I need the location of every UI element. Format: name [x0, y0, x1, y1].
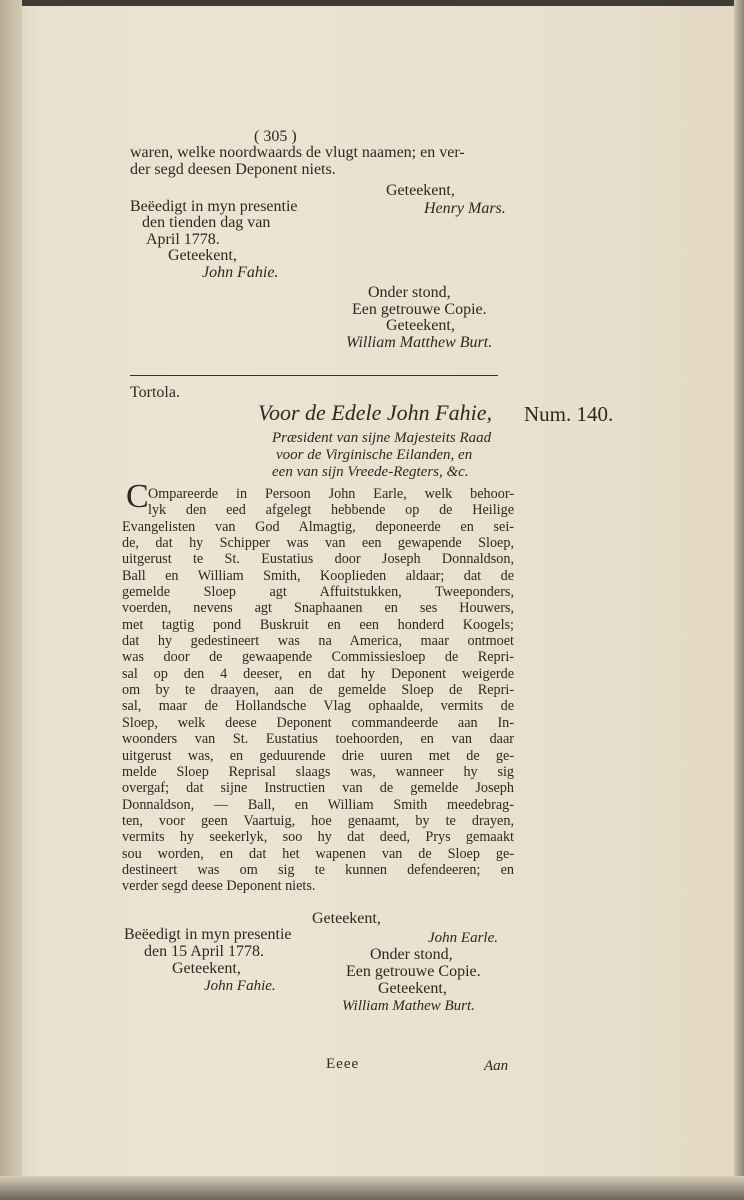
- signature-mark: Eeee: [326, 1056, 360, 1072]
- page-bottom-edge: [0, 1176, 744, 1200]
- body-line: om by te draayen, aan de gemelde Sloep de Repri-: [122, 682, 514, 699]
- copy-line: Onder stond,: [368, 284, 451, 301]
- body-line: sou worden, en dat het wapenen van de Sloep ge-: [122, 845, 514, 862]
- witness-name: John Fahie.: [204, 978, 276, 994]
- body-line: ten, voor geen Vaartuig, hoe genaamt, by te drayen,: [122, 812, 514, 829]
- body-line: Donnaldson, — Ball, en William Smith meedebrag-: [122, 796, 514, 813]
- page-gutter: [0, 0, 22, 1200]
- sworn-line: den tienden dag van: [142, 214, 271, 231]
- body-line: voerden, nevens agt Snaphaanen en ses Houwers,: [122, 600, 514, 617]
- body-line: vermits hy seekerlyk, soo hy dat deed, Prys gemaakt: [122, 829, 514, 846]
- body-line: Evangelisten van God Almagtig, deponeerde en sei-: [122, 518, 514, 535]
- heading-subline: een van sijn Vreede-Regters, &c.: [272, 464, 469, 480]
- body-line: dat hy gedestineert was na America, maar ontmoet: [122, 633, 514, 650]
- body-line: uitgerust was, en geduurende drie uuren met de ge-: [122, 747, 514, 764]
- copy-signer: William Matthew Burt.: [346, 334, 493, 351]
- signed-label: Geteekent,: [312, 910, 381, 927]
- witness-name: John Fahie.: [202, 264, 279, 281]
- copy-line: Een getrouwe Copie.: [346, 963, 481, 980]
- page-number: ( 305 ): [254, 128, 297, 145]
- signed-label: Geteekent,: [386, 182, 455, 199]
- body-line: melde Sloep Reprisal slaags was, wanneer hy sig: [122, 763, 514, 780]
- body-line: Sloep, welk deese Deponent commandeerde aan In-: [122, 714, 514, 731]
- section-rule: [130, 375, 498, 376]
- body-line: sal op den 4 deeser, en dat hy Deponent weigerde: [122, 665, 514, 682]
- witness-label: Geteekent,: [168, 247, 237, 264]
- copy-line: Onder stond,: [370, 946, 453, 963]
- body-line: destineert was om sig te kunnen defendeeren; en: [122, 861, 514, 878]
- page-top-edge: [22, 0, 744, 6]
- drop-cap: C: [126, 478, 149, 515]
- deposition-body: [122, 486, 514, 895]
- heading-subline: voor de Virginische Eilanden, en: [276, 447, 473, 463]
- body-line: lyk den eed afgelegt hebbende op de Heilige: [148, 502, 514, 519]
- body-line: de, dat hy Schipper was van een gewapende Sloep,: [122, 535, 514, 552]
- body-line: verder segd deese Deponent niets.: [122, 878, 316, 895]
- copy-line: Geteekent,: [386, 317, 455, 334]
- signer-name: Henry Mars.: [424, 200, 506, 217]
- sworn-line: Beëedigt in myn presentie: [124, 926, 292, 943]
- copy-signer: William Mathew Burt.: [342, 998, 475, 1014]
- copy-line: Een getrouwe Copie.: [352, 301, 487, 318]
- witness-label: Geteekent,: [172, 960, 241, 977]
- body-line: Ompareerde in Persoon John Earle, welk behoor-: [148, 486, 514, 502]
- body-line: Ball en William Smith, Kooplieden aldaar; dat de: [122, 567, 514, 584]
- body-line: sal, maar de Hollandsche Vlag ophaalde, vermits de: [122, 698, 514, 715]
- copy-line: Geteekent,: [378, 980, 447, 997]
- body-line: woonders van St. Eustatius toehoorden, en van daar: [122, 731, 514, 748]
- catchword: Aan: [484, 1058, 509, 1074]
- body-line: was door de gewaapende Commissiesloep de Repri-: [122, 649, 514, 666]
- sworn-line: April 1778.: [146, 231, 220, 248]
- sworn-line: den 15 April 1778.: [144, 943, 264, 960]
- addressee: Voor de Edele John Fahie,: [258, 400, 492, 425]
- document-number: Num. 140.: [524, 402, 614, 426]
- heading-subline: Præsident van sijne Majesteits Raad: [272, 430, 492, 446]
- text-line: waren, welke noordwaards de vlugt naamen; en ver-: [130, 144, 465, 161]
- body-line: gemelde Sloep agt Affuitstukken, Tweeponders,: [122, 584, 514, 601]
- body-line: met tagtig pond Buskruit en een honderd Koogels;: [122, 616, 514, 633]
- body-line: uitgerust te St. Eustatius door Joseph Donnaldson,: [122, 551, 514, 568]
- body-line: overgaf; dat sijne Instructien van de gemelde Joseph: [122, 780, 514, 797]
- page-right-edge: [734, 0, 744, 1200]
- sworn-line: Beëedigt in myn presentie: [130, 198, 298, 215]
- signer-name: John Earle.: [428, 930, 498, 946]
- place-name: Tortola.: [130, 384, 180, 401]
- text-line: der segd deesen Deponent niets.: [130, 161, 336, 178]
